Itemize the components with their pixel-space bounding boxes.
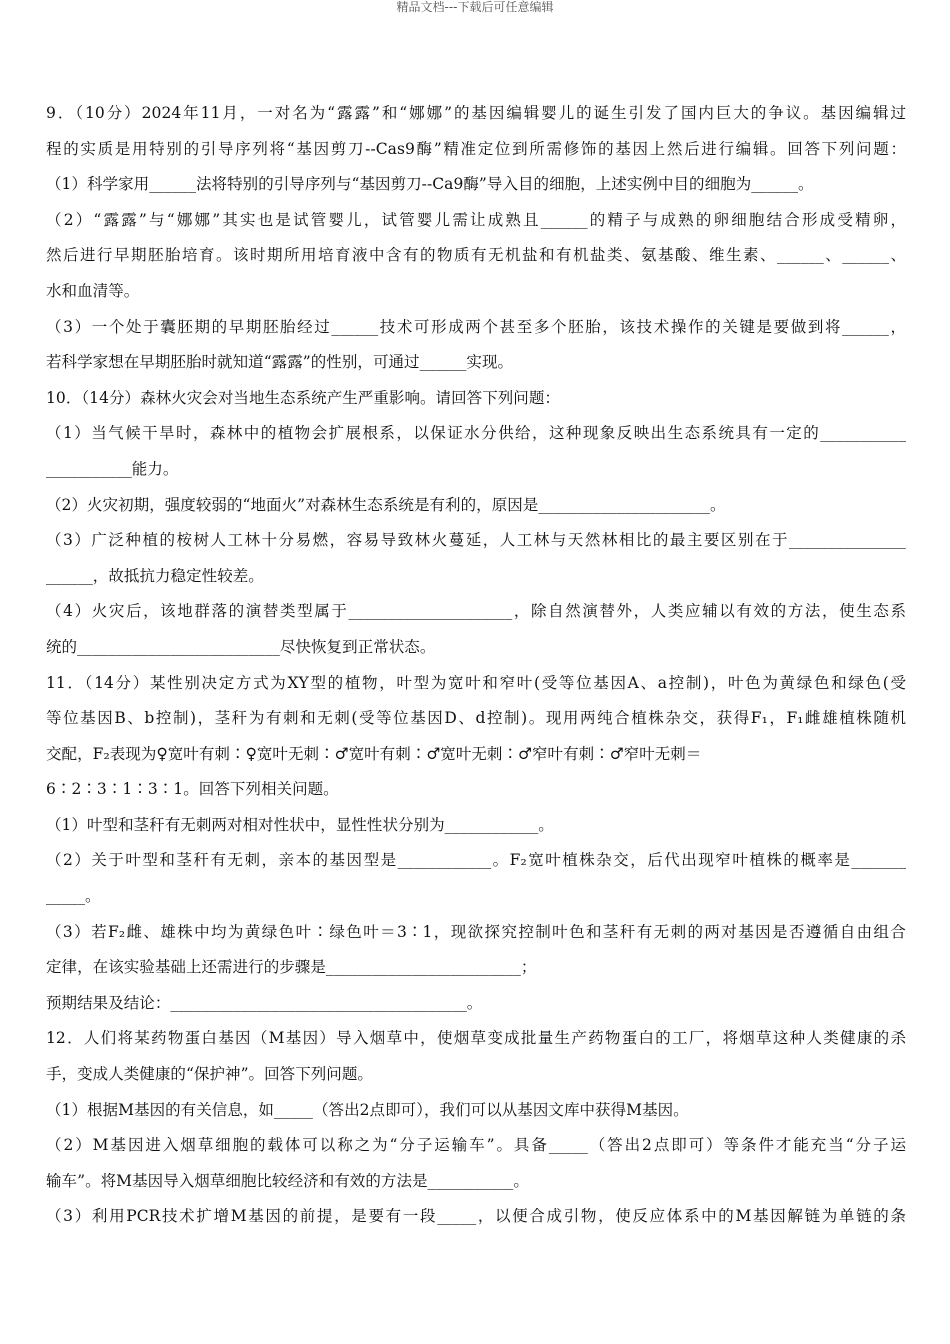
- text-line: 水和血清等。: [46, 281, 140, 300]
- text-line: （3）若F₂雌、雄株中均为黄绿色叶∶绿色叶＝3∶1，现欲探究控制叶色和茎秆有无刺的两对基因是否遵循自由组合: [46, 922, 906, 941]
- text-line: _____。: [46, 887, 101, 906]
- text-line: 预期结果及结论：______________________________________。: [46, 993, 483, 1012]
- text-line: 统的__________________________尽快恢复到正常状态。: [46, 637, 436, 656]
- text-line: 9．（10分）2024年11月，一对名为“露露”和“娜娜”的基因编辑婴儿的诞生引发了国内巨大的争议。基因编辑过: [46, 104, 906, 122]
- text-line: （2）M基因进入烟草细胞的载体可以称之为“分子运输车”。具备_____（答出2点即可）等条件才能充当“分子运: [46, 1136, 906, 1155]
- document-body: [46, 96, 906, 1235]
- text-line: （1）叶型和茎秆有无刺两对相对性状中，显性性状分别为____________。: [46, 815, 554, 834]
- text-line: ___________能力。: [46, 459, 179, 478]
- text-line: 等位基因B、b控制)，茎秆为有刺和无刺(受等位基因D、d控制)。现用两纯合植株杂交，获得F₁，F₁雌雄植株随机: [46, 709, 906, 728]
- text-line: 定律，在该实验基础上还需进行的步骤是_________________________；: [46, 958, 537, 977]
- text-line: （2）“露露”与“娜娜”其实也是试管婴儿，试管婴儿需让成熟且______的精子与成熟的卵细胞结合形成受精卵，: [46, 210, 906, 229]
- text-line: （1）根据M基因的有关信息，如_____（答出2点即可），我们可以从基因文库中获得M基因。: [46, 1100, 689, 1119]
- text-line: 12．人们将某药物蛋白基因（M基因）导入烟草中，使烟草变成批量生产药物蛋白的工厂，将烟草这种人类健康的杀: [46, 1029, 906, 1048]
- text-line: 10．（14分）森林火灾会对当地生态系统产生严重影响。请回答下列问题：: [46, 388, 560, 407]
- text-line: 手，变成人类健康的“保护神”。回答下列问题。: [46, 1065, 373, 1084]
- text-line: （1）科学家用______法将特别的引导序列与“基因剪刀--Ca9酶”导入目的细胞，上述实例中目的细胞为______。: [46, 175, 814, 194]
- text-line: 交配，F₂表现为♀宽叶有刺∶♀宽叶无刺∶♂宽叶有刺∶♂宽叶无刺∶♂窄叶有刺∶♂窄叶无刺＝: [46, 744, 702, 763]
- page-header: 精品文档---下载后可任意编辑: [396, 0, 554, 14]
- text-line: 程的实质是用特别的引导序列将“基因剪刀--Cas9酶”精准定位到所需修饰的基因上然后进行编辑。回答下列问题：: [46, 139, 906, 158]
- text-line: 然后进行早期胚胎培育。该时期所用培育液中含有的物质有无机盐和有机盐类、氨基酸、维生素、______、______、: [46, 246, 906, 265]
- text-line: ______，故抵抗力稳定性较差。: [46, 566, 264, 585]
- text-line: （4）火灾后，该地群落的演替类型属于_____________________，除自然演替外，人类应辅以有效的方法，使生态系: [46, 602, 906, 621]
- text-line: （3）一个处于囊胚期的早期胚胎经过______技术可形成两个甚至多个胚胎，该技术操作的关键是要做到将______，: [46, 317, 906, 336]
- text-line: 若科学家想在早期胚胎时就知道“露露”的性别，可通过______实现。: [46, 353, 514, 372]
- text-line: 11．（14分）某性别决定方式为XY型的植物，叶型为宽叶和窄叶(受等位基因A、a控制)，叶色为黄绿色和绿色(受: [46, 673, 906, 692]
- text-line: （2）火灾初期，强度较弱的“地面火”对森林生态系统是有利的，原因是______________________。: [46, 495, 726, 514]
- text-line: （3）利用PCR技术扩增M基因的前提，是要有一段_____，以便合成引物，使反应体系中的M基因解链为单链的条: [46, 1207, 906, 1226]
- text-line: 输车”。将M基因导入烟草细胞比较经济和有效的方法是___________。: [46, 1171, 529, 1190]
- text-line: （3）广泛种植的桉树人工林十分易燃，容易导致林火蔓延，人工林与天然林相比的最主要区别在于_______________: [46, 531, 906, 550]
- text-line: （1）当气候干旱时，森林中的植物会扩展根系，以保证水分供给，这种现象反映出生态系统具有一定的___________: [46, 424, 906, 443]
- text-line: 6∶2∶3∶1∶3∶1。回答下列相关问题。: [46, 780, 339, 799]
- text-line: （2）关于叶型和茎秆有无刺，亲本的基因型是____________。F₂宽叶植株杂交，后代出现窄叶植株的概率是_______: [46, 851, 906, 870]
